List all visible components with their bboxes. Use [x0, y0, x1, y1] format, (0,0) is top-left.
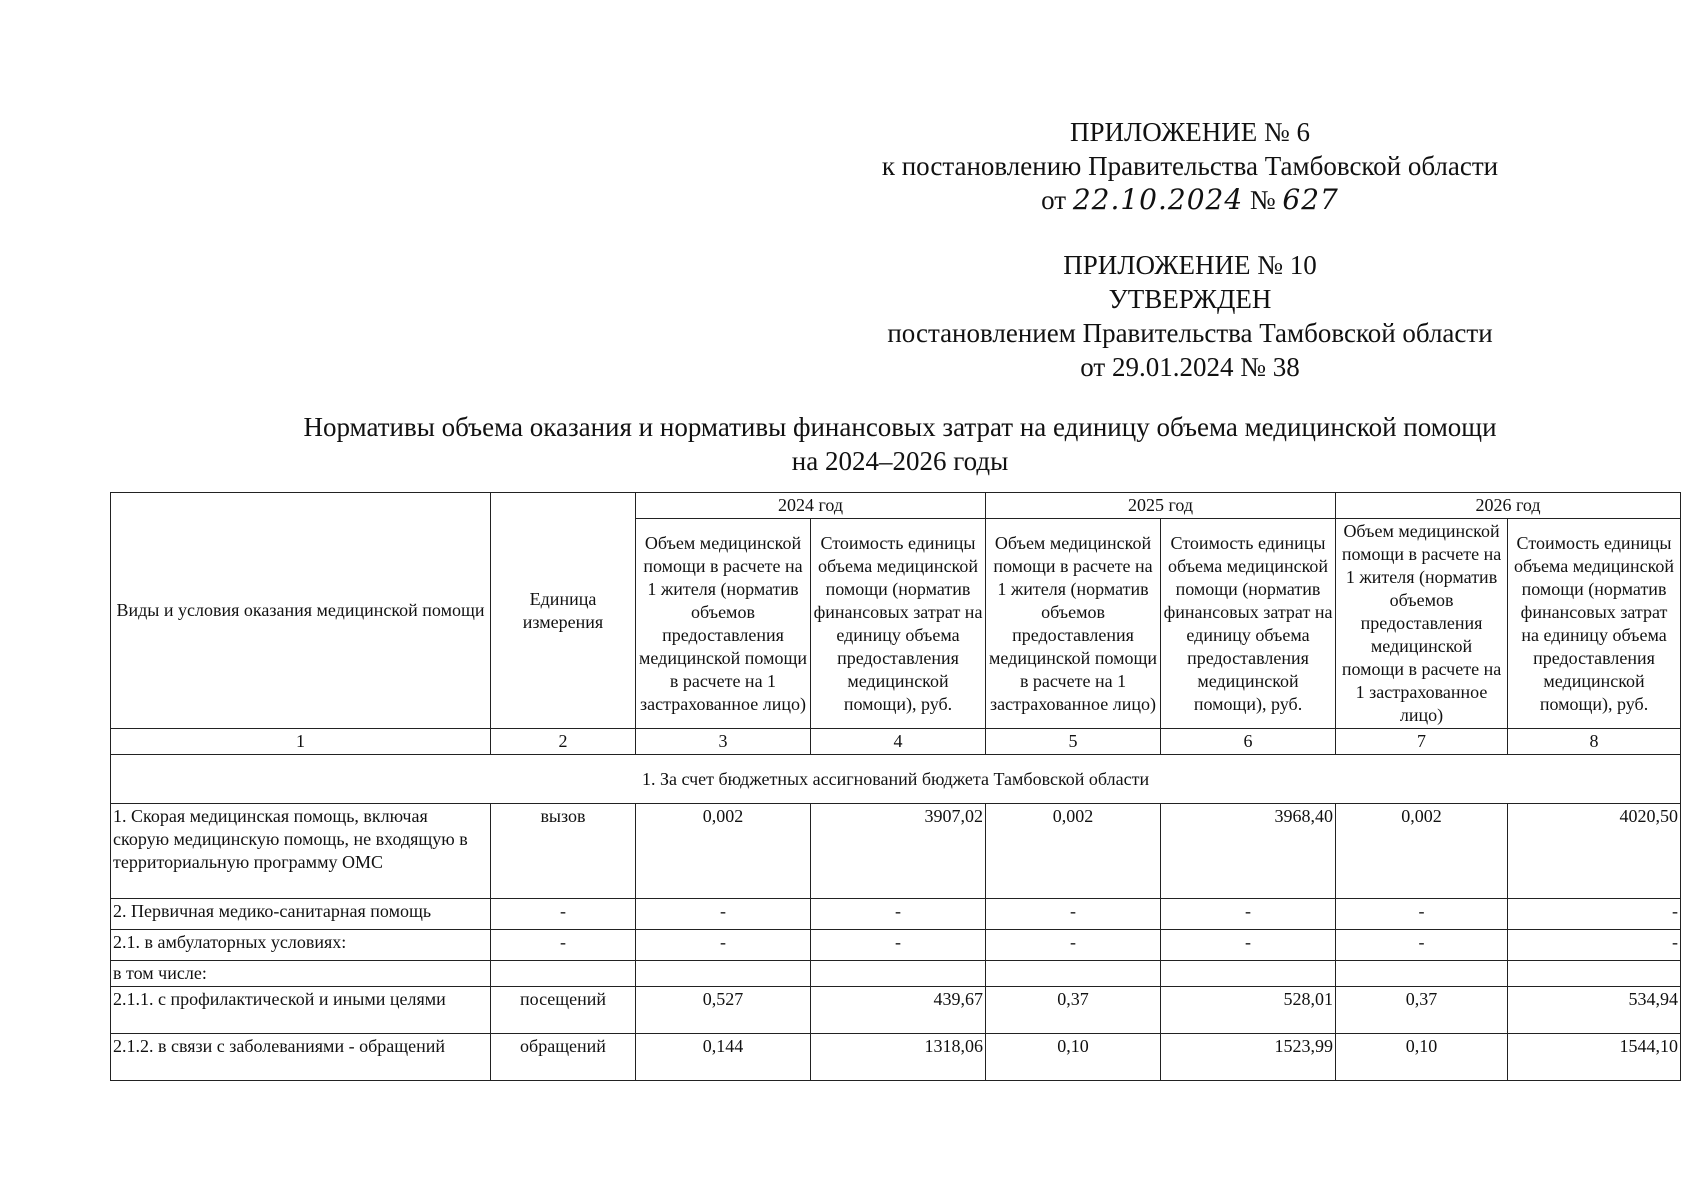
- appendix-6-header: [850, 115, 1530, 217]
- cell-value: -: [1161, 930, 1336, 961]
- row-unit: [491, 961, 636, 987]
- row-unit: посещений: [491, 987, 636, 1034]
- table-row: [111, 899, 1681, 930]
- cell-value: 1544,10: [1508, 1034, 1681, 1081]
- appendix-10-header: [850, 248, 1530, 384]
- number-label: №: [1249, 185, 1276, 215]
- document-title-line-1: Нормативы объема оказания и нормативы финансовых затрат на единицу объема медицинской помощи: [303, 412, 1497, 442]
- cell-value: 0,144: [636, 1034, 811, 1081]
- table-row: [111, 804, 1681, 899]
- table-row: [111, 961, 1681, 987]
- row-name: 2.1.2. в связи с заболеваниями - обращений: [111, 1034, 491, 1081]
- volume-header-2025: Объем медицинской помощи в расчете на 1 жителя (норматив объемов предоставления медицинской помощи в расчете на 1 застрахованное лицо): [986, 519, 1161, 729]
- cell-value: -: [1508, 930, 1681, 961]
- cell-value: 3968,40: [1161, 804, 1336, 899]
- section-title: 1. За счет бюджетных ассигнований бюджета Тамбовской области: [111, 755, 1681, 804]
- year-header-row: [111, 493, 1681, 519]
- document-title: [110, 410, 1690, 478]
- cell-value: 1523,99: [1161, 1034, 1336, 1081]
- cell-value: -: [986, 899, 1161, 930]
- row-unit: -: [491, 930, 636, 961]
- row-name: 1. Скорая медицинская помощь, включая скорую медицинскую помощь, не входящую в территориальную программу ОМС: [111, 804, 491, 899]
- year-2024-header: 2024 год: [636, 493, 986, 519]
- cost-header-2026: Стоимость единицы объема медицинской помощи (норматив финансовых затрат на единицу объема предоставления медицинской помощи), руб.: [1508, 519, 1681, 729]
- handwritten-date: 22.10.2024: [1072, 183, 1244, 216]
- cell-value: 4020,50: [1508, 804, 1681, 899]
- row-name: 2. Первичная медико-санитарная помощь: [111, 899, 491, 930]
- appendix-10-date-line: от 29.01.2024 № 38: [1080, 352, 1300, 382]
- types-conditions-header: Виды и условия оказания медицинской помощи: [111, 493, 491, 729]
- column-number: 5: [986, 729, 1161, 755]
- appendix-6-title: ПРИЛОЖЕНИЕ № 6: [1069, 117, 1311, 147]
- appendix-6-resolution-line: к постановлению Правительства Тамбовской области: [881, 151, 1499, 181]
- table-row: [111, 930, 1681, 961]
- cell-value: [636, 961, 811, 987]
- cell-value: [986, 961, 1161, 987]
- cell-value: -: [1161, 899, 1336, 930]
- cell-value: 0,002: [1336, 804, 1508, 899]
- cell-value: -: [1336, 899, 1508, 930]
- cell-value: 528,01: [1161, 987, 1336, 1034]
- cell-value: [1161, 961, 1336, 987]
- row-unit: обращений: [491, 1034, 636, 1081]
- section-row: [111, 755, 1681, 804]
- cell-value: 0,527: [636, 987, 811, 1034]
- handwritten-number: 627: [1282, 183, 1339, 216]
- cost-header-2024: Стоимость единицы объема медицинской помощи (норматив финансовых затрат на единицу объема предоставления медицинской помощи), руб.: [811, 519, 986, 729]
- norms-table: [110, 492, 1681, 1081]
- row-name: в том числе:: [111, 961, 491, 987]
- cell-value: 439,67: [811, 987, 986, 1034]
- cell-value: -: [811, 930, 986, 961]
- cell-value: 0,37: [1336, 987, 1508, 1034]
- cell-value: 0,002: [636, 804, 811, 899]
- column-number: 6: [1161, 729, 1336, 755]
- appendix-10-resolution-line: постановлением Правительства Тамбовской области: [887, 318, 1493, 348]
- row-unit: -: [491, 899, 636, 930]
- row-unit: вызов: [491, 804, 636, 899]
- approved-label: УТВЕРЖДЕН: [1108, 284, 1272, 314]
- cell-value: -: [811, 899, 986, 930]
- cell-value: -: [636, 899, 811, 930]
- cell-value: -: [1508, 899, 1681, 930]
- table-row: [111, 987, 1681, 1034]
- column-number: 8: [1508, 729, 1681, 755]
- row-name: 2.1.1. с профилактической и иными целями: [111, 987, 491, 1034]
- row-name: 2.1. в амбулаторных условиях:: [111, 930, 491, 961]
- year-2026-header: 2026 год: [1336, 493, 1681, 519]
- unit-header: Единица измерения: [491, 493, 636, 729]
- cell-value: [1508, 961, 1681, 987]
- cell-value: -: [636, 930, 811, 961]
- cell-value: 0,10: [1336, 1034, 1508, 1081]
- column-number-row: [111, 729, 1681, 755]
- cell-value: 0,10: [986, 1034, 1161, 1081]
- cell-value: 0,002: [986, 804, 1161, 899]
- column-number: 1: [111, 729, 491, 755]
- cell-value: 534,94: [1508, 987, 1681, 1034]
- column-number: 2: [491, 729, 636, 755]
- cost-header-2025: Стоимость единицы объема медицинской помощи (норматив финансовых затрат на единицу объема предоставления медицинской помощи), руб.: [1161, 519, 1336, 729]
- volume-header-2026: Объем медицинской помощи в расчете на 1 жителя (норматив объемов предоставления медицинской помощи в расчете на 1 застрахованное лицо): [1336, 519, 1508, 729]
- cell-value: 0,37: [986, 987, 1161, 1034]
- column-number: 7: [1336, 729, 1508, 755]
- year-2025-header: 2025 год: [986, 493, 1336, 519]
- table-row: [111, 1034, 1681, 1081]
- volume-header-2024: Объем медицинской помощи в расчете на 1 жителя (норматив объемов предоставления медицинской помощи в расчете на 1 застрахованное лицо): [636, 519, 811, 729]
- cell-value: 3907,02: [811, 804, 986, 899]
- cell-value: -: [986, 930, 1161, 961]
- from-label: от: [1041, 185, 1067, 215]
- cell-value: -: [1336, 930, 1508, 961]
- column-number: 3: [636, 729, 811, 755]
- cell-value: [1336, 961, 1508, 987]
- cell-value: 1318,06: [811, 1034, 986, 1081]
- appendix-6-date-line: [850, 183, 1530, 217]
- column-number: 4: [811, 729, 986, 755]
- document-title-line-2: на 2024–2026 годы: [791, 446, 1009, 476]
- cell-value: [811, 961, 986, 987]
- appendix-10-title: ПРИЛОЖЕНИЕ № 10: [1063, 250, 1317, 280]
